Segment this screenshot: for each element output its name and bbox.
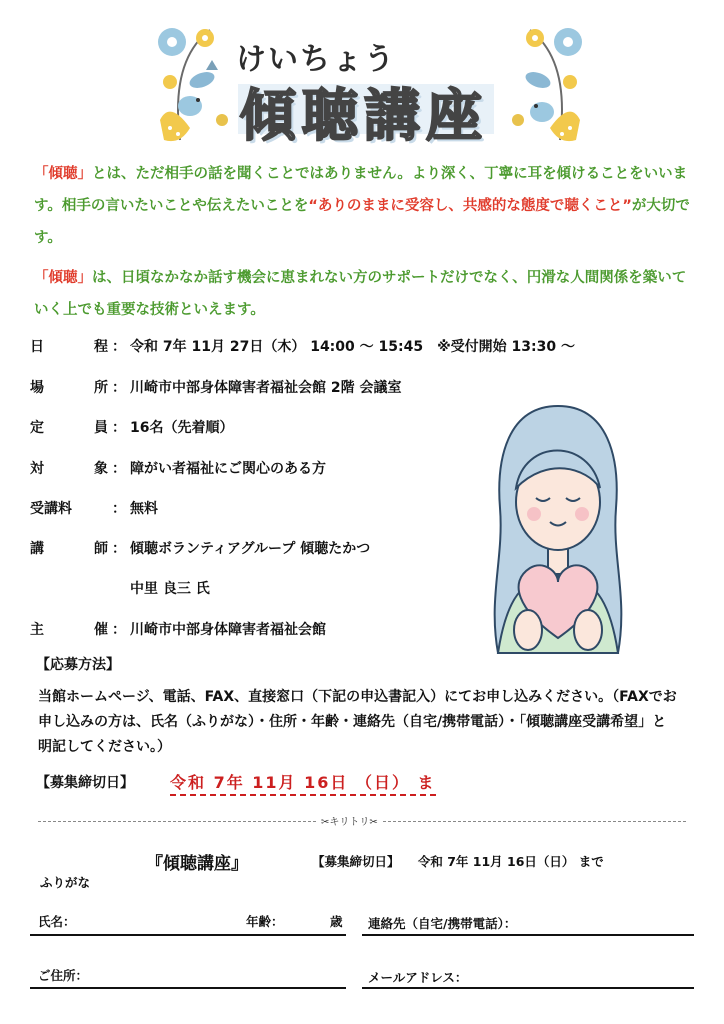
email-label: メールアドレス：	[368, 970, 468, 985]
info-value: 16名（先着順）	[130, 420, 234, 436]
contact-label: 連絡先（自宅/携帯電話）：	[368, 916, 517, 931]
info-row-target: 対 象 ： 障がい者福祉にご関心のある方	[30, 458, 326, 478]
intro-text: とは、ただ相手の話を聞くことではありません。より深く、丁寧に耳を傾けることをいいます。相手の言いたいことや伝えたいことを	[34, 166, 688, 214]
info-label: 対 象	[30, 461, 108, 477]
info-value: 令和 7年 11月 27日（木） 14:00 ～ 15:45 ※受付開始 13:30 ～	[130, 339, 575, 355]
form-title: 『傾聴講座』	[146, 854, 248, 874]
form-deadline-label: 【募集締切日】	[312, 854, 400, 869]
name-age-field[interactable]	[30, 934, 346, 936]
address-label: ご住所：	[38, 968, 89, 983]
intro-keyword: 「傾聴」	[34, 166, 92, 182]
info-value: 川崎市中部身体障害者福祉会館 2階 会議室	[130, 380, 402, 396]
info-row-capacity: 定 員 ： 16名（先着順）	[30, 417, 233, 437]
info-label: 受講料	[30, 501, 72, 517]
info-row-place: 場 所 ： 川崎市中部身体障害者福祉会館 2階 会議室	[30, 377, 402, 397]
info-row-lecturer-name	[130, 578, 210, 598]
form-deadline-value: 令和 7年 11月 16日（日） まで	[417, 854, 604, 869]
apply-heading: 【応募方法】	[36, 657, 120, 673]
info-label: 場 所	[30, 380, 108, 396]
intro-text: は、日頃なかなか話す機会に恵まれない方のサポートだけでなく、円滑な人間関係を築いていく上でも重要な技術といえます。	[34, 270, 687, 318]
intro-paragraph-1	[34, 158, 694, 254]
info-value: 川崎市中部身体障害者福祉会館	[130, 622, 326, 638]
info-label: 主 催	[30, 622, 108, 638]
apply-text: 当館ホームページ、電話、FAX、直接窓口（下記の申込書記入）にてお申し込みください。（FAXでお申し込みの方は、氏名（ふりがな）・住所・年齢・連絡先（自宅/携帯電話）・「傾聴講座受講希望」と明記してください。）	[38, 689, 677, 755]
form-deadline	[312, 852, 604, 870]
info-row-organizer: 主 催 ： 川崎市中部身体障害者福祉会館	[30, 619, 326, 639]
info-row-fee: 受講料 ： 無料	[30, 498, 158, 518]
intro-emphasis: “ありのままに受容し、共感的な態度で聴くこと”	[308, 198, 632, 214]
info-value: 傾聴ボランティアグループ 傾聴たかつ	[130, 541, 371, 557]
info-label: 日 程	[30, 339, 108, 355]
page-title: 傾聴講座	[240, 84, 488, 149]
woman-with-heart-illustration	[478, 398, 638, 660]
deadline-label: 【募集締切日】	[36, 775, 134, 791]
flower-wreath-left-icon	[150, 20, 240, 148]
info-label: 定 員	[30, 420, 108, 436]
name-label: 氏名：	[38, 914, 76, 929]
deadline-value: 令和 7年 11月 16日 （日） ま	[170, 770, 436, 796]
info-value: 障がい者福祉にご関心のある方	[130, 461, 326, 477]
title-furigana: けいちょう	[236, 42, 396, 77]
cut-label: ✂キリトリ✂	[318, 813, 381, 828]
furigana-label: ふりがな	[40, 875, 91, 890]
info-row-lecturer: 講 師 ： 傾聴ボランティアグループ 傾聴たかつ	[30, 538, 370, 558]
intro-keyword: 「傾聴」	[34, 270, 92, 286]
age-unit: 歳	[330, 914, 343, 929]
info-value: 無料	[130, 501, 158, 517]
flower-wreath-right-icon	[500, 20, 590, 148]
contact-field[interactable]	[362, 934, 694, 936]
email-field[interactable]	[362, 987, 694, 989]
intro-text: が大切です。	[34, 198, 690, 246]
address-field[interactable]	[30, 987, 346, 989]
info-value: 中里 良三 氏	[130, 581, 210, 597]
age-label: 年齢：	[246, 914, 284, 929]
info-label: 講 師	[30, 541, 108, 557]
info-row-date: 日 程 ： 令和 7年 11月 27日（木） 14:00 ～ 15:45 ※受付開始 13:30 ～	[30, 336, 575, 356]
intro-paragraph-2	[34, 262, 694, 326]
